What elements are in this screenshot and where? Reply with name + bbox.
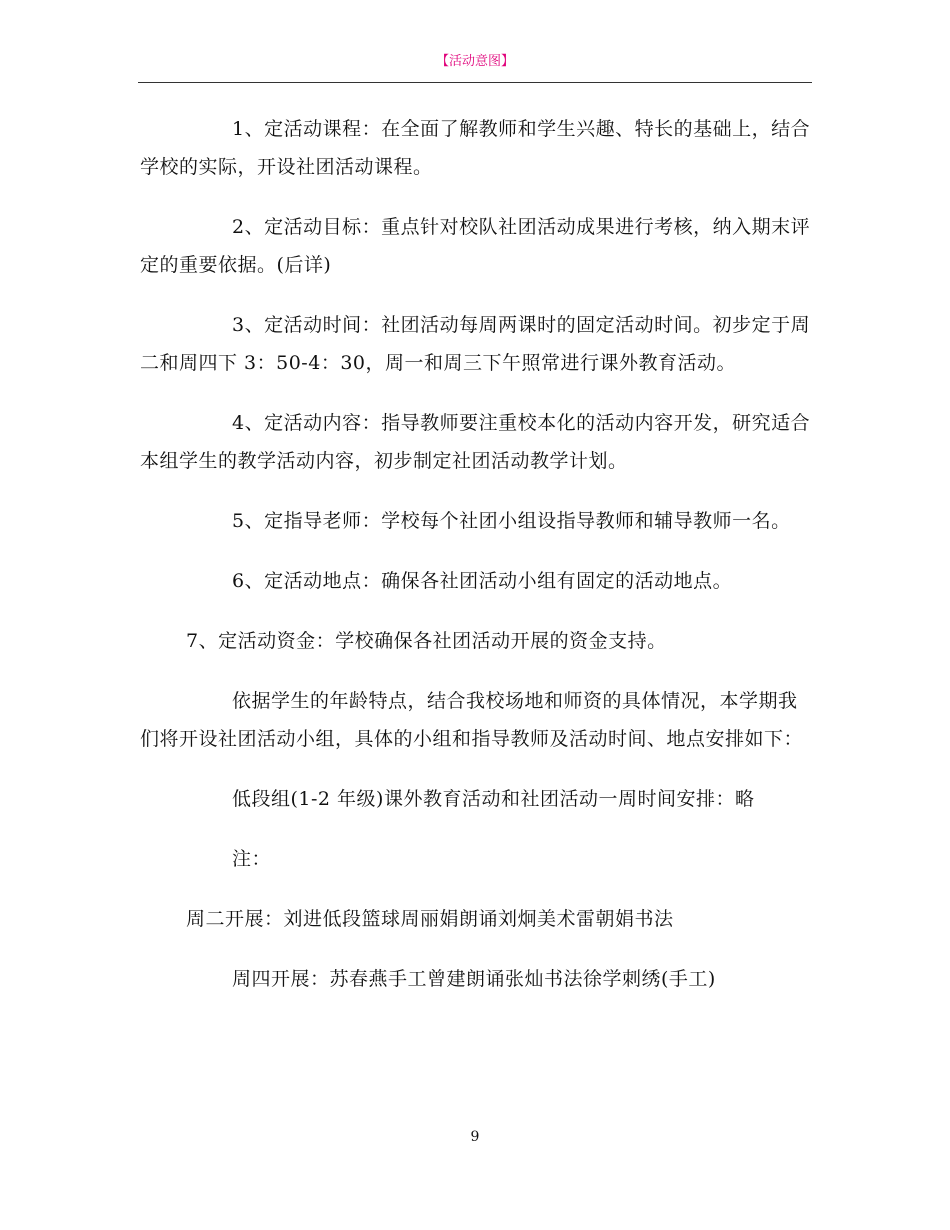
page-number: 9 <box>470 1129 480 1145</box>
header-bracket-open: 【 <box>435 54 449 69</box>
paragraph-funding: 7、定活动资金：学校确保各社团活动开展的资金支持。 <box>186 630 667 652</box>
paragraph-arrangement: 依据学生的年龄特点，结合我校场地和师资的具体情况，本学期我们将开设社团活动小组，具体的小组和指导教师及活动时间、地点安排如下： <box>140 690 804 750</box>
paragraph-thursday: 周四开展：苏春燕手工曾建朗诵张灿书法徐学刺绣(手工) <box>232 968 716 990</box>
paragraph-location: 6、定活动地点：确保各社团活动小组有固定的活动地点。 <box>232 570 733 592</box>
paragraph-note-label: 注： <box>232 848 272 870</box>
paragraph-content: 4、定活动内容：指导教师要注重校本化的活动内容开发，研究适合本组学生的教学活动内容，初步制定社团活动教学计划。 <box>140 412 811 472</box>
header-title: 活动意图 <box>448 54 501 69</box>
paragraph-time: 3、定活动时间：社团活动每周两课时的固定活动时间。初步定于周二和周四下 3：50-4：30，周一和周三下午照常进行课外教育活动。 <box>140 314 811 374</box>
paragraph-teacher: 5、定指导老师：学校每个社团小组设指导教师和辅导教师一名。 <box>232 510 791 532</box>
body-text <box>140 110 812 1020</box>
header-tag <box>0 53 950 71</box>
paragraph-course: 1、定活动课程：在全面了解教师和学生兴趣、特长的基础上，结合学校的实际，开设社团活动课程。 <box>140 118 811 178</box>
paragraph-tuesday: 周二开展：刘进低段篮球周丽娟朗诵刘炯美术雷朝娟书法 <box>186 908 674 930</box>
header-bracket-close: 】 <box>501 54 515 69</box>
paragraph-goal: 2、定活动目标：重点针对校队社团活动成果进行考核，纳入期末评定的重要依据。(后详) <box>140 216 811 276</box>
header-divider <box>138 82 812 83</box>
paragraph-schedule: 低段组(1-2 年级)课外教育活动和社团活动一周时间安排：略 <box>232 788 755 810</box>
